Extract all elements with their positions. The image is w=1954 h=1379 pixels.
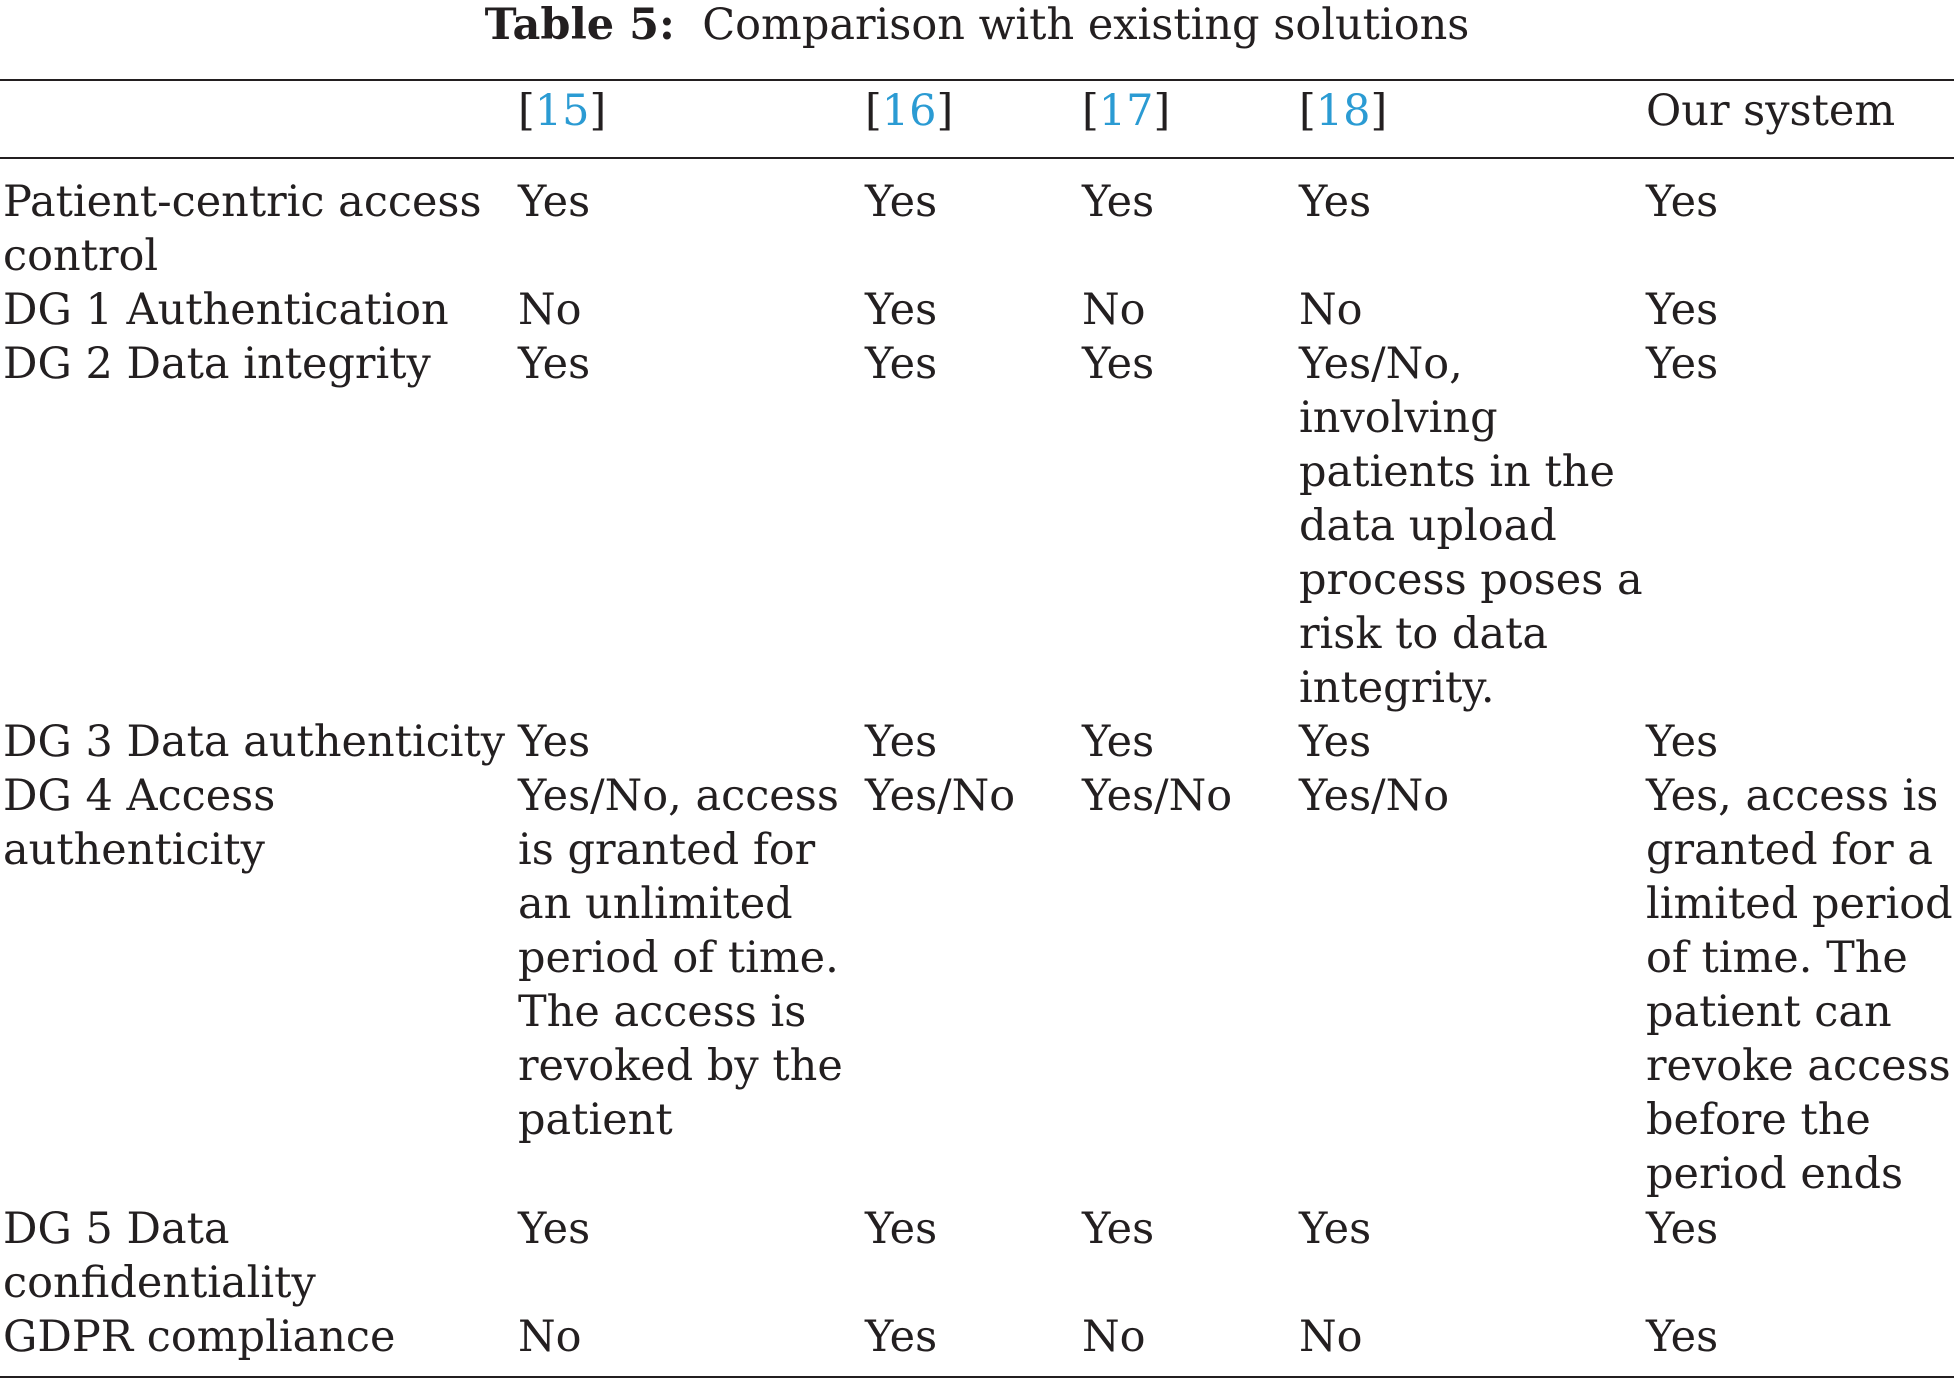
caption-label: Table 5: [484,0,675,50]
bracket-open: [ [518,86,535,136]
table-cell: Yes [1646,285,1719,335]
table-cell: Yes [865,717,938,767]
table-cell: Yes [865,1312,938,1362]
table-cell: Yes [1646,717,1719,767]
bottom-rule [0,1376,1954,1378]
table-cell: Yes [1646,1312,1719,1362]
table-cell: Yes [1646,1204,1719,1254]
header-cell-our-system: Our system [1646,86,1896,136]
table-cell: Yes [865,1204,938,1254]
bracket-close: ] [1153,86,1171,136]
table-cell: Yes [1082,177,1155,227]
table-cell: No [1299,285,1363,335]
table-cell: Yes [865,285,938,335]
table-cell: Yes/No, involving patients in the data upload process poses a risk to data integrity. [1299,339,1643,713]
citation-link-15[interactable]: 15 [534,86,590,136]
top-rule [0,79,1954,81]
table-cell: Yes/No [1082,771,1233,821]
row-label: DG 2 Data integrity [3,339,431,389]
header-cell-ref-18 [1299,84,1387,138]
table-cell: No [1082,1312,1146,1362]
row-label: GDPR compliance [3,1312,396,1362]
table-cell: No [518,285,582,335]
table-cell: Yes [1646,339,1719,389]
table-cell: Yes/No [1299,771,1450,821]
citation-link-16[interactable]: 16 [881,86,937,136]
bracket-close: ] [936,86,954,136]
bracket-open: [ [865,86,882,136]
row-label: DG 1 Authentication [3,285,449,335]
table-cell: Yes [518,177,591,227]
bracket-close: ] [1370,86,1388,136]
citation-link-18[interactable]: 18 [1315,86,1371,136]
table-cell: Yes, access is granted for a limited period of time. The patient can revoke access before the period ends [1646,771,1953,1199]
table-cell: Yes [1299,1204,1372,1254]
table-cell: Yes [1299,717,1372,767]
header-cell-ref-17 [1082,84,1170,138]
table-cell: Yes [1082,717,1155,767]
header-cell-ref-16 [865,84,953,138]
row-label: DG 3 Data authenticity [3,717,506,767]
table-cell: Yes [518,717,591,767]
table-cell: Yes [518,1204,591,1254]
table-cell: Yes [1299,177,1372,227]
row-label: DG 4 Access authenticity [3,771,276,875]
table-caption [0,0,1954,50]
table-cell: Yes [1082,1204,1155,1254]
row-label: DG 5 Data confidentiality [3,1204,316,1308]
header-cell-ref-15 [518,84,606,138]
table-cell: Yes [518,339,591,389]
table-cell: Yes [1082,339,1155,389]
caption-text: Comparison with existing solutions [702,0,1470,50]
table-cell: No [1082,285,1146,335]
table-cell: No [1299,1312,1363,1362]
bracket-open: [ [1299,86,1316,136]
table-cell: Yes [865,177,938,227]
table-cell: Yes [1646,177,1719,227]
row-label: Patient-centric access control [3,177,482,281]
bracket-close: ] [589,86,607,136]
table-cell: Yes/No [865,771,1016,821]
header-rule [0,157,1954,159]
table-cell: Yes [865,339,938,389]
table-cell: Yes/No, access is granted for an unlimited period of time. The access is revoked by the patient [518,771,843,1145]
table-cell: No [518,1312,582,1362]
citation-link-17[interactable]: 17 [1098,86,1154,136]
bracket-open: [ [1082,86,1099,136]
